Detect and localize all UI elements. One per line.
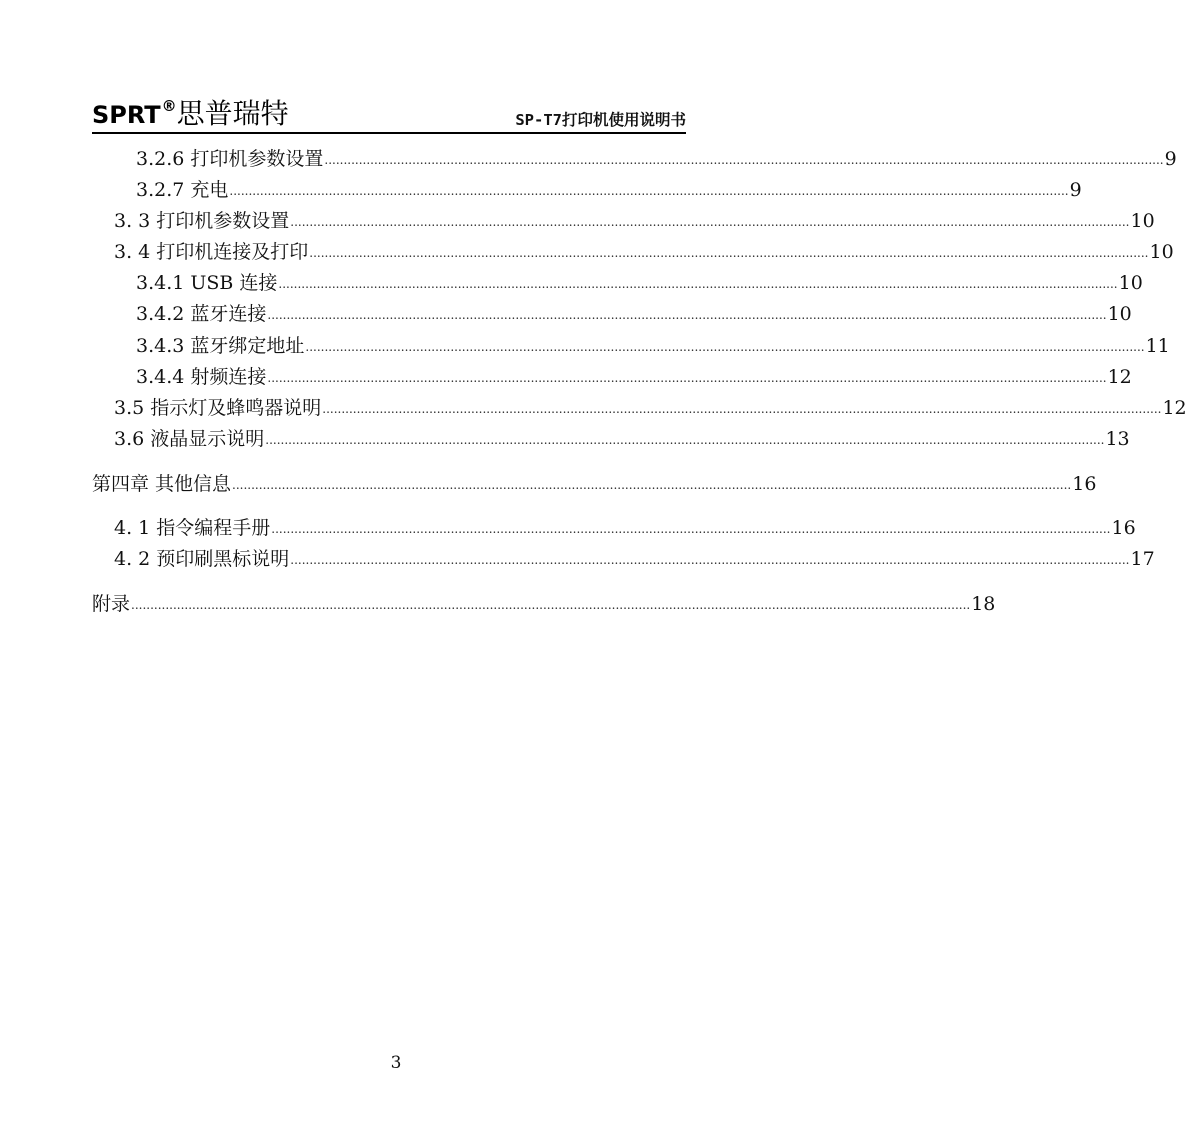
toc-entry-label: 3.2.6 打印机参数设置 bbox=[136, 148, 324, 170]
toc-entry[interactable] bbox=[114, 425, 1130, 451]
toc-entry-label: 3.4.4 射频连接 bbox=[136, 366, 267, 388]
toc-leader-dots: ............................................................................................................................................................................................................................ bbox=[267, 308, 1107, 322]
toc-entry-label: 4. 1 指令编程手册 bbox=[114, 517, 271, 539]
toc-entry-label: 3.6 液晶显示说明 bbox=[114, 428, 265, 450]
toc-entry-page: 18 bbox=[971, 593, 996, 615]
toc-entry-label: 3. 3 打印机参数设置 bbox=[114, 210, 290, 232]
toc-leader-dots: ............................................................................................................................................................................................................................ bbox=[131, 598, 971, 612]
toc-entry[interactable] bbox=[136, 363, 1132, 389]
brand-cjk: 思普瑞特 bbox=[176, 97, 289, 130]
toc-entry-page: 10 bbox=[1107, 303, 1132, 325]
toc-entry-chapter[interactable] bbox=[92, 470, 1097, 496]
toc-entry-label: 第四章 其他信息 bbox=[92, 473, 232, 495]
toc-leader-dots: ............................................................................................................................................................................................................................ bbox=[290, 553, 1130, 567]
toc-entry[interactable] bbox=[136, 269, 1143, 295]
toc-leader-dots: ............................................................................................................................................................................................................................ bbox=[267, 371, 1107, 385]
toc-entry-label: 3.4.1 USB 连接 bbox=[136, 272, 278, 294]
toc-entry[interactable] bbox=[114, 207, 1155, 233]
toc-entry[interactable] bbox=[114, 394, 1187, 420]
toc-leader-dots: ............................................................................................................................................................................................................................ bbox=[265, 433, 1105, 447]
toc-entry-label: 3.2.7 充电 bbox=[136, 179, 229, 201]
toc-entry[interactable] bbox=[136, 332, 1170, 358]
toc-entry-page: 11 bbox=[1145, 335, 1170, 357]
toc-entry-page: 13 bbox=[1105, 428, 1130, 450]
toc-entry[interactable] bbox=[136, 176, 1082, 202]
toc-entry-label: 3. 4 打印机连接及打印 bbox=[114, 241, 309, 263]
toc-leader-dots: ............................................................................................................................................................................................................................ bbox=[278, 277, 1118, 291]
toc-leader-dots: ............................................................................................................................................................................................................................ bbox=[305, 340, 1145, 354]
toc-entry-page: 12 bbox=[1107, 366, 1132, 388]
toc-leader-dots: ............................................................................................................................................................................................................................ bbox=[309, 246, 1149, 260]
toc-entry[interactable] bbox=[114, 514, 1136, 540]
toc-entry-label: 4. 2 预印刷黑标说明 bbox=[114, 548, 290, 570]
brand-latin: SPRT bbox=[92, 101, 161, 129]
toc-leader-dots: ............................................................................................................................................................................................................................ bbox=[232, 478, 1072, 492]
toc-entry-page: 16 bbox=[1072, 473, 1097, 495]
toc-entry-label: 3.4.2 蓝牙连接 bbox=[136, 303, 267, 325]
page-number: 3 bbox=[390, 1053, 402, 1073]
toc-entry-page: 17 bbox=[1130, 548, 1155, 570]
toc-leader-dots: ............................................................................................................................................................................................................................ bbox=[271, 522, 1111, 536]
document-title: SP-T7打印机使用说明书 bbox=[515, 111, 686, 129]
toc-entry-page: 10 bbox=[1118, 272, 1143, 294]
toc-entry[interactable] bbox=[136, 145, 1177, 171]
toc-leader-dots: ............................................................................................................................................................................................................................ bbox=[322, 402, 1162, 416]
toc-entry-page: 9 bbox=[1164, 148, 1177, 170]
toc-leader-dots: ............................................................................................................................................................................................................................ bbox=[324, 153, 1164, 167]
toc-entry[interactable] bbox=[136, 300, 1132, 326]
toc-entry-page: 16 bbox=[1111, 517, 1136, 539]
toc-entry-page: 10 bbox=[1130, 210, 1155, 232]
toc-entry[interactable] bbox=[114, 545, 1155, 571]
toc-leader-dots: ............................................................................................................................................................................................................................ bbox=[229, 184, 1069, 198]
toc-entry-page: 9 bbox=[1069, 179, 1082, 201]
toc-entry-page: 10 bbox=[1149, 241, 1174, 263]
toc-entry-chapter[interactable] bbox=[92, 590, 996, 616]
registered-mark: ® bbox=[161, 97, 177, 115]
toc-entry-label: 附录 bbox=[92, 593, 131, 615]
toc-entry-page: 12 bbox=[1162, 397, 1187, 419]
toc-entry-label: 3.5 指示灯及蜂鸣器说明 bbox=[114, 397, 322, 419]
toc-entry-label: 3.4.3 蓝牙绑定地址 bbox=[136, 335, 305, 357]
toc-leader-dots: ............................................................................................................................................................................................................................ bbox=[290, 215, 1130, 229]
toc-entry[interactable] bbox=[114, 238, 1174, 264]
